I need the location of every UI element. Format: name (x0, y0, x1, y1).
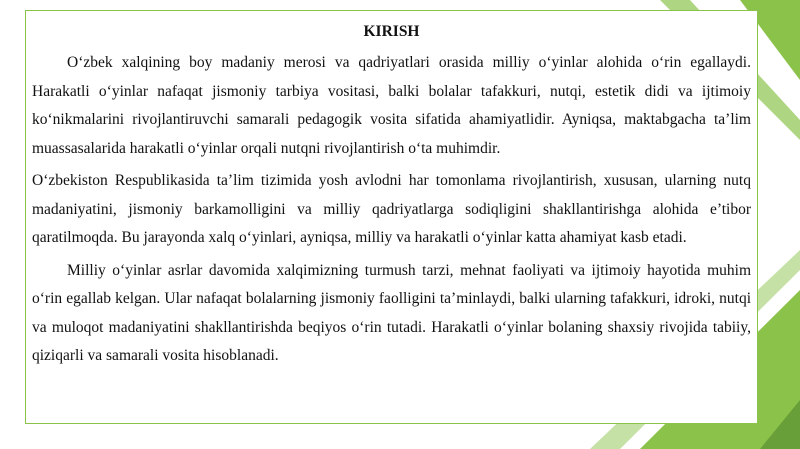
slide-heading: KIRISH (363, 23, 420, 40)
paragraph-3: Milliy o‘yinlar asrlar davomida xalqimizning turmush tarzi, mehnat faoliyati va ijtimoiy hayotida muhim o‘rin egallab kelgan. Ular nafaqat bolalarning jismoniy faolligini ta’minlaydi, balki ularning tafakkuri, idroki, nutqi va muloqot madaniyatini shakllantirishda beqiyos o‘rin tutadi. Harakatli o‘yinlar bolaning shaxsiy rivojida tabiiy, qiziqarli va samarali vosita hisoblanadi. (32, 261, 751, 364)
slide-text-box (25, 10, 758, 424)
paragraph-1: O‘zbek xalqining boy madaniy merosi va qadriyatlari orasida milliy o‘yinlar alohida o‘rin egallaydi. Harakatli o‘yinlar nafaqat jismoniy tarbiya vositasi, balki bolalar tafakkuri, nutqi, estetik didi va ijtimoiy ko‘nikmalarini rivojlantiruvchi samarali pedagogik vosita sifatida ahamiyatlidir. Ayniqsa, maktabgacha ta’lim muassasalarida harakatli o‘yinlar orqali nutqni rivojlantirish o‘ta muhimdir. (32, 54, 751, 157)
paragraph-2: O‘zbekiston Respublikasida ta’lim tizimida yosh avlodni har tomonlama rivojlantirish, xususan, ularning nutq madaniyatini, jismoniy barkamolligini va milliy qadriyatlarga sodiqligini shakllantirishga alohida e’tibor qaratilmoqda. Bu jarayonda xalq o‘yinlari, ayniqsa, milliy va harakatli o‘yinlar katta ahamiyat kasb etadi. (32, 172, 751, 246)
